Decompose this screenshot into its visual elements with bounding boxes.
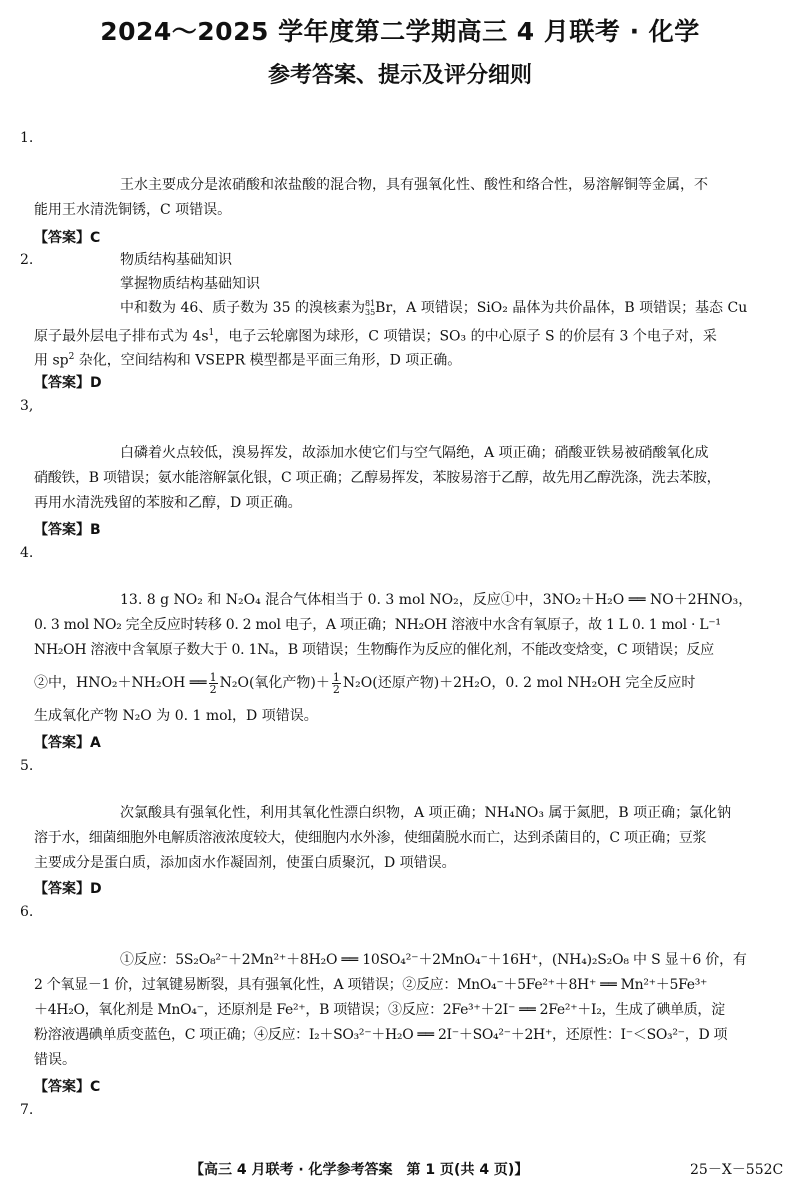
question-1-line: 能用王水清洗铜锈，C 项错误。 xyxy=(34,202,232,218)
answer-label: 【答案】 xyxy=(34,522,90,538)
question-2-line: 掌握物质结构基础知识 xyxy=(120,276,260,292)
document-code: 25－X－552C xyxy=(690,1162,784,1178)
question-6-line: ①反应：5S₂O₈²⁻＋2Mn²⁺＋8H₂O ══ 10SO₄²⁻＋2MnO₄⁻＋16H⁺，(NH₄)₂S₂O₈ 中 S 显＋6 价，有 xyxy=(120,952,747,968)
question-7-number: 7. xyxy=(20,1102,34,1118)
question-6-line: 粉溶液遇碘单质变蓝色，C 项正确；④反应：I₂＋SO₃²⁻＋H₂O ══ 2I⁻＋SO₄²⁻＋2H⁺，还原性：I⁻＜SO₃²⁻，D 项 xyxy=(34,1027,728,1043)
fraction: $\frac{1}{2}$ xyxy=(332,670,340,696)
answer-label: 【答案】 xyxy=(34,1079,90,1095)
question-2-number: 2. xyxy=(20,252,34,268)
question-1-number: 1. xyxy=(20,130,34,146)
question-6-line: 错误。 xyxy=(34,1052,76,1068)
question-5-line: 主要成分是蛋白质，添加卤水作凝固剂，使蛋白质聚沉，D 项错误。 xyxy=(34,855,456,871)
question-5-number: 5. xyxy=(20,758,34,774)
answer-value: D xyxy=(90,375,102,391)
answer-value: C xyxy=(90,1079,101,1095)
question-6-line: ＋4H₂O，氧化剂是 MnO₄⁻，还原剂是 Fe²⁺，B 项错误；③反应：2Fe³⁺＋2I⁻ ══ 2Fe²⁺＋I₂，生成了碘单质，淀 xyxy=(34,1002,725,1018)
question-5-line: 溶于水，细菌细胞外电解质溶液浓度较大，使细胞内水外渗，使细菌脱水而亡，达到杀菌目的，C 项正确；豆浆 xyxy=(34,830,707,846)
question-6-line: 2 个氧显－1 价，过氧键易断裂，具有强氧化性，A 项错误；②反应：MnO₄⁻＋5Fe²⁺＋8H⁺ ══ Mn²⁺＋5Fe³⁺ xyxy=(34,977,708,993)
answer-label: 【答案】 xyxy=(34,735,90,751)
question-5-answer xyxy=(34,878,102,898)
answer-label: 【答案】 xyxy=(34,375,90,391)
question-4-line: 0. 3 mol NO₂ 完全反应时转移 0. 2 mol 电子，A 项正确；NH₂OH 溶液中水含有氧原子，故 1 L 0. 1 mol · L⁻¹ xyxy=(34,617,721,633)
question-3-line: 白磷着火点较低，溴易挥发，故添加水使它们与空气隔绝，A 项正确；硝酸亚铁易被硝酸氧化成 xyxy=(120,445,709,461)
answer-label: 【答案】 xyxy=(34,881,90,897)
question-6-answer xyxy=(34,1076,100,1096)
question-4-line: 13. 8 g NO₂ 和 N₂O₄ 混合气体相当于 0. 3 mol NO₂，反应①中，3NO₂＋H₂O ══ NO＋2HNO₃， xyxy=(120,592,753,608)
question-2-line: 物质结构基础知识 xyxy=(120,252,232,268)
question-1-answer xyxy=(34,227,100,247)
question-2-answer xyxy=(34,372,102,392)
question-2-line: 中和数为 46、质子数为 35 的溴核素为 81 35 Br，A 项错误；SiO₂ 晶体为共价晶体，B 项错误；基态 Cu xyxy=(120,299,748,317)
question-4-number: 4. xyxy=(20,545,34,561)
question-4-line: NH₂OH 溶液中含氧原子数大于 0. 1Nₐ，B 项错误；生物酶作为反应的催化剂，不能改变焓变，C 项错误；反应 xyxy=(34,642,714,658)
answer-label: 【答案】 xyxy=(34,230,90,246)
question-2-line: 用 $sp^2$ 杂化，空间结构和 VSEPR 模型都是平面三角形，D 项正确。 xyxy=(34,352,462,369)
question-6-number: 6. xyxy=(20,904,34,920)
question-1-line: 王水主要成分是浓硝酸和浓盐酸的混合物，具有强氧化性、酸性和络合性，易溶解铜等金属，不 xyxy=(120,177,708,193)
fraction: $\frac{1}{2}$ xyxy=(209,670,217,696)
page-footer: 【高三 4 月联考 · 化学参考答案 第 1 页(共 4 页)】 xyxy=(190,1162,529,1178)
question-4-answer xyxy=(34,732,101,752)
answer-value: A xyxy=(90,735,101,751)
question-4-line: ②中，HNO₂＋NH₂OH ══ $\frac{1}{2}$ N₂O(氧化产物)＋ $\frac{1}{2}$ N₂O(还原产物)＋2H₂O，0. 2 mol NH₂OH 完全反应时 xyxy=(34,670,696,696)
question-3-line: 再用水清洗残留的苯胺和乙醇，D 项正确。 xyxy=(34,495,302,511)
answer-value: D xyxy=(90,881,102,897)
page-title: 2024～2025 学年度第二学期高三 4 月联考 · 化学 xyxy=(100,17,700,46)
question-2-line: 原子最外层电子排布式为 $4s^1$，电子云轮廓图为球形，C 项错误；SO₃ 的中心原子 S 的价层有 3 个电子对，采 xyxy=(34,328,717,345)
question-4-line: 生成氧化产物 N₂O 为 0. 1 mol，D 项错误。 xyxy=(34,708,318,724)
question-3-number: 3, xyxy=(20,398,34,414)
answer-value: C xyxy=(90,230,101,246)
question-5-line: 次氯酸具有强氧化性，利用其氧化性漂白织物，A 项正确；NH₄NO₃ 属于氮肥，B 项正确；氯化钠 xyxy=(120,805,732,821)
answer-value: B xyxy=(90,522,101,538)
question-3-answer xyxy=(34,519,101,539)
question-3-line: 硝酸铁，B 项错误；氨水能溶解氯化银，C 项正确；乙醇易挥发，苯胺易溶于乙醇，故先用乙醇洗涤，洗去苯胺， xyxy=(34,470,721,486)
page-subtitle: 参考答案、提示及评分细则 xyxy=(267,63,532,88)
